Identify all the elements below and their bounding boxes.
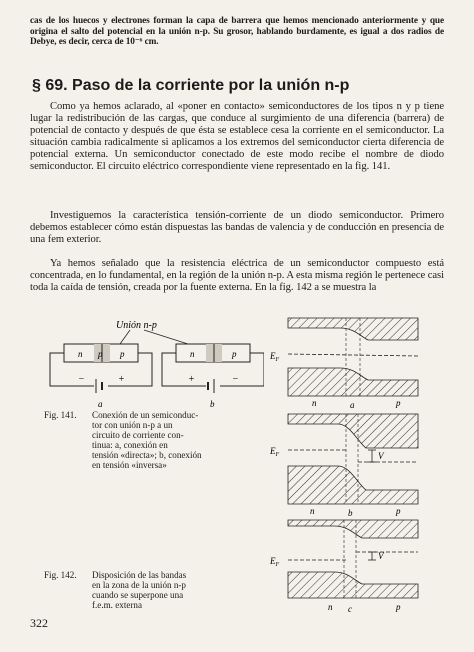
plus-sign-a: +: [118, 374, 125, 385]
label-n-b: n: [190, 349, 195, 359]
circuit-a: [50, 344, 152, 409]
fermi-label-c: $E_F$: [270, 556, 280, 568]
caption-line: tor con unión n-p a un: [92, 420, 173, 430]
sublabel-b: b: [348, 508, 353, 518]
caption-line: tensión «directa»; b, conexión: [92, 450, 202, 460]
voltage-label-b: V: [378, 451, 384, 461]
caption-line: en tensión «inversa»: [92, 460, 167, 470]
label-n-c: n: [328, 602, 333, 612]
conduction-band-b: [288, 414, 418, 448]
label-p-a-1: p: [98, 349, 103, 359]
body-paragraph-1: [30, 101, 444, 172]
pointer-line-left: [120, 330, 130, 344]
caption-line: tinua: a, conexión en: [92, 440, 168, 450]
body-paragraph-2: [30, 210, 444, 246]
band-panel-b: [269, 414, 418, 518]
sublabel-b: b: [210, 399, 215, 409]
caption-line: Disposición de las bandas: [92, 570, 187, 580]
valence-band-b: [288, 466, 418, 504]
figure-142-caption: [44, 570, 254, 610]
wire-right-b: [220, 353, 264, 386]
sublabel-c: c: [348, 604, 352, 614]
label-p-b: p: [396, 506, 401, 516]
circuit-b: [162, 344, 264, 409]
caption-number: Fig. 141.: [44, 410, 77, 420]
label-union-np: Unión n-p: [116, 320, 157, 331]
minus-sign-a: −: [78, 374, 85, 385]
fermi-level-a: [288, 354, 418, 356]
caption-line: cuando se superpone una: [92, 590, 184, 600]
figure-142-band-diagrams: [268, 316, 444, 616]
caption-number: Fig. 142.: [44, 570, 77, 580]
label-p-b: p: [232, 349, 237, 359]
wire-left-a: [50, 353, 94, 386]
sublabel-a: a: [350, 400, 355, 410]
label-n-a: n: [78, 349, 83, 359]
caption-line: en la zona de la unión n-p: [92, 580, 186, 590]
page-number: 322: [30, 616, 48, 630]
caption-line: circuito de corriente con-: [92, 430, 184, 440]
caption-line: Conexión de un semiconduc-: [92, 410, 199, 420]
fermi-label-b: $E_F$: [270, 446, 280, 458]
paragraph-text: Ya hemos señalado que la resistencia eléctrica de un semiconductor compuesto está concentrada, en lo fundamental, en la región de la unión n-p. A esta misma región le pertenece casi toda la caída de tensión, creada por la fuente externa. En la fig. 142 a se muestra la: [30, 258, 444, 293]
lead-paragraph: cas de los huecos y electrones forman la capa de barrera que hemos mencionado anteriormente y que origina el salto del potencial en la unión n-p. Su grosor, hablando burdamente, es igual a dos radios de Debye, es decir, cerca de 10⁻⁶ cm.: [30, 16, 444, 47]
pointer-line-right: [144, 330, 188, 344]
wire-left-b: [162, 353, 206, 386]
body-paragraph-3: [30, 258, 444, 294]
label-n-b: n: [310, 506, 315, 516]
label-p-c: p: [396, 602, 401, 612]
conduction-band-a: [288, 318, 418, 340]
paragraph-text: Investiguemos la característica tensión-corriente de un diodo semiconductor. Primero debemos establecer cómo están dispuestas las bandas de valencia y de conducción en presencia de una fem exterior.: [30, 210, 444, 245]
valence-band-a: [288, 368, 418, 396]
sublabel-a: a: [98, 399, 103, 409]
paragraph-text: Como ya hemos aclarado, al «poner en contacto» semiconductores de los tipos n y p tiene lugar la redistribución de las cargas, que conduce al surgimiento de una diferencia (barrera) de potencial de contacto y después de que ésta se establece cesa la corriente en el semiconductor. La situación cambia radicalmente si aplicamos a los extremos del semiconductor cierta diferencia de potencial externa. Un semiconductor conectado de este modo recibe el nombre de diodo semiconductor. El circuito eléctrico correspondiente viene representado en la fig. 141.: [30, 101, 444, 172]
valence-band-c: [288, 572, 418, 598]
label-n-a: n: [312, 398, 317, 408]
minus-sign-b: −: [232, 374, 239, 385]
voltage-label-c: V: [378, 551, 384, 561]
caption-line: f.e.m. externa: [92, 600, 142, 610]
band-panel-a: [269, 318, 418, 410]
fermi-label-a: $E_F$: [270, 351, 280, 363]
conduction-band-c: [288, 520, 418, 538]
wire-right-a: [108, 353, 152, 386]
figure-141-caption: [44, 410, 252, 470]
plus-sign-b: +: [188, 374, 195, 385]
section-heading: § 69. Paso de la corriente por la unión n-p: [32, 77, 350, 94]
label-p-a: p: [396, 398, 401, 408]
figure-141-circuit-diagram: [34, 316, 264, 410]
label-p-a-2: p: [120, 349, 125, 359]
band-panel-c: [269, 520, 418, 614]
